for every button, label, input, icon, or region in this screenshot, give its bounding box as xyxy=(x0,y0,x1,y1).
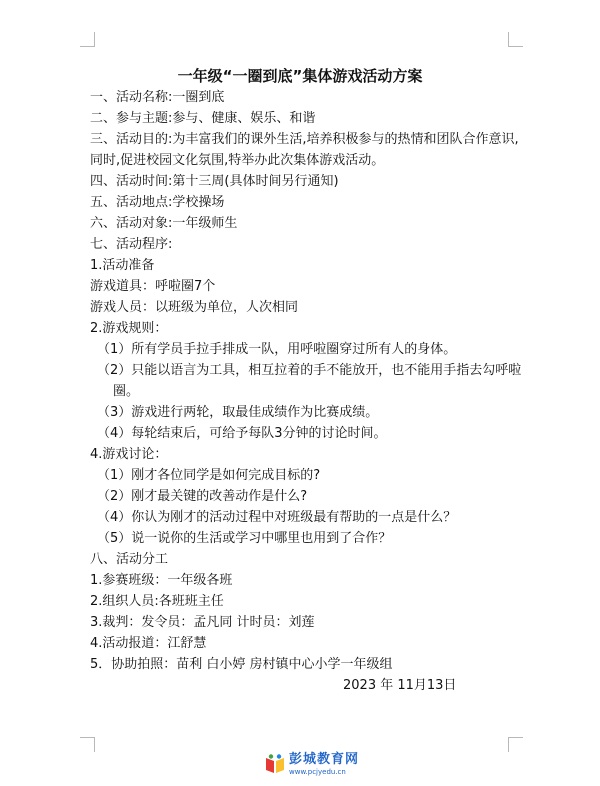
line-rule-2-cont: 圈。 xyxy=(113,384,140,399)
logo-url: www.pcjyedu.cn xyxy=(289,768,346,776)
line-organizers: 2.组织人员:各班班主任 xyxy=(90,594,224,609)
line-target: 六、活动对象:一年级师生 xyxy=(90,216,238,231)
document-title: 一年级“一圈到底”集体游戏活动方案 xyxy=(177,67,423,85)
line-purpose-cont: 同时,促进校园文化氛围,特举办此次集体游戏活动。 xyxy=(90,153,385,168)
book-logo-icon xyxy=(264,753,286,775)
logo-name: 彭城教育网 xyxy=(289,752,360,767)
line-prep: 1.活动准备 xyxy=(90,258,155,273)
crop-mark-top-left xyxy=(80,32,95,47)
line-rule-4: （4）每轮结束后，可给予每队3分钟的讨论时间。 xyxy=(97,426,387,441)
line-activity-name: 一、活动名称:一圈到底 xyxy=(90,90,225,105)
line-players: 游戏人员：以班级为单位，人次相同 xyxy=(90,300,299,315)
line-rule-3: （3）游戏进行两轮，取最佳成绩作为比赛成绩。 xyxy=(97,405,379,420)
line-report: 4.活动报道：江舒慧 xyxy=(90,636,207,651)
crop-mark-top-right xyxy=(508,32,523,47)
line-procedure: 七、活动程序: xyxy=(90,237,173,252)
line-question-2: （2）刚才最关键的改善动作是什么? xyxy=(97,489,308,504)
crop-mark-bottom-left xyxy=(80,737,95,752)
line-discussion: 4.游戏讨论： xyxy=(90,447,168,462)
line-theme: 二、参与主题:参与、健康、娱乐、和谐 xyxy=(90,111,316,126)
line-purpose: 三、活动目的:为丰富我们的课外生活,培养积极参与的热情和团队合作意识, xyxy=(90,132,519,147)
line-rules: 2.游戏规则： xyxy=(90,321,168,336)
line-question-1: （1）刚才各位同学是如何完成目标的? xyxy=(97,468,321,483)
line-rule-1: （1）所有学员手拉手排成一队，用呼啦圈穿过所有人的身体。 xyxy=(97,342,457,357)
site-logo xyxy=(264,752,360,778)
line-rule-2: （2）只能以语言为工具，相互拉着的手不能放开，也不能用手指去勾呼啦 xyxy=(97,363,522,378)
line-question-5: （5）说一说你的生活或学习中哪里也用到了合作？ xyxy=(97,531,392,546)
line-division: 八、活动分工 xyxy=(90,552,169,567)
line-props: 游戏道具：呼啦圈7个 xyxy=(90,279,216,294)
line-question-4: （4）你认为刚才的活动过程中对班级最有帮助的一点是什么？ xyxy=(97,510,457,525)
line-photo: 5．协助拍照：苗利 白小婷 房村镇中心小学一年级组 xyxy=(90,657,393,672)
crop-mark-bottom-right xyxy=(508,737,523,752)
line-classes: 1.参赛班级：一年级各班 xyxy=(90,573,233,588)
document-date: 2023 年 11月13日 xyxy=(343,678,457,693)
line-time: 四、活动时间:第十三周(具体时间另行通知) xyxy=(90,174,339,189)
line-referee: 3.裁判：发令员：孟凡同 计时员：刘莲 xyxy=(90,615,315,630)
line-place: 五、活动地点:学校操场 xyxy=(90,195,225,210)
